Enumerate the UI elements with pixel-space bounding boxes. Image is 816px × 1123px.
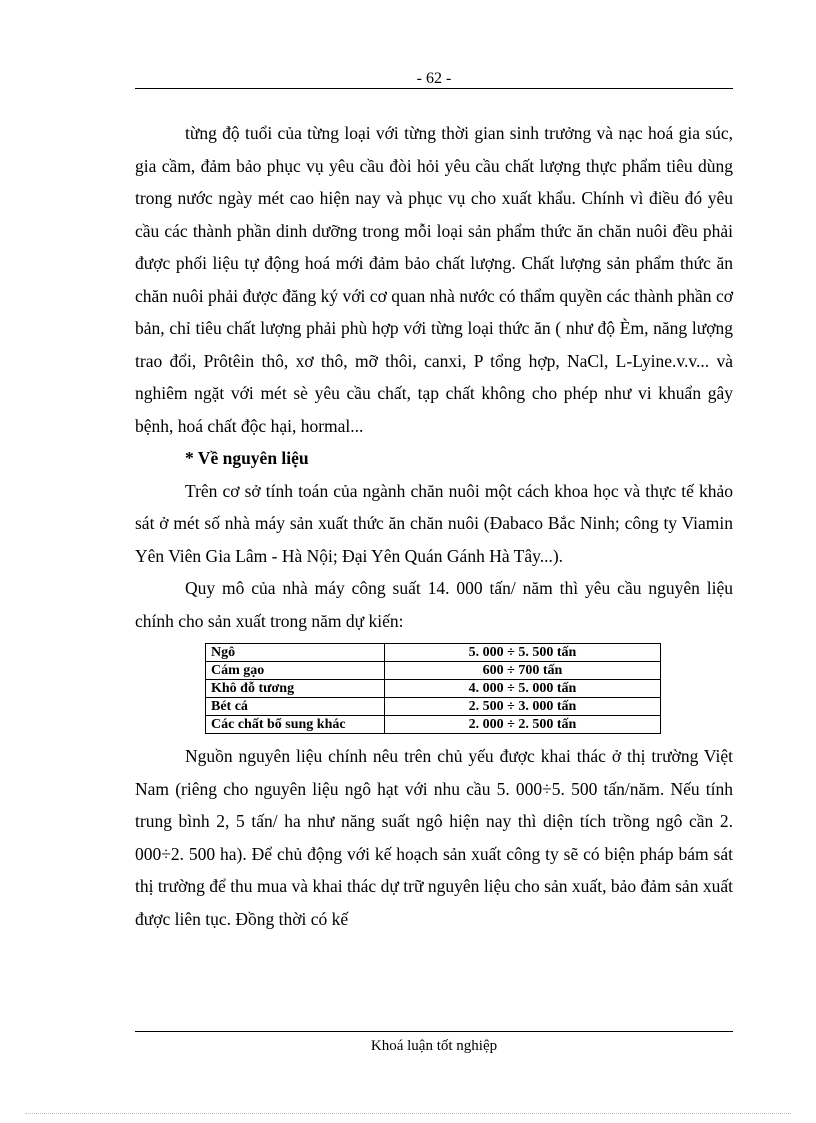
header-divider — [135, 88, 733, 89]
paragraph-4: Nguồn nguyên liệu chính nêu trên chủ yếu được khai thác ở thị trường Việt Nam (riêng cho nguyên liệu ngô hạt với nhu cầu 5. 000÷5. 500 tấn/năm. Nếu tính trung bình 2, 5 tấn/ ha như năng suất ngô hiện nay thì diện tích trồng ngô cần 2. 000÷2. 500 ha). Để chủ động với kế hoạch sản xuất công ty sẽ có biện pháp bám sát thị trường để thu mua và khai thác dự trữ nguyên liệu cho sản xuất, bảo đảm sản xuất được liên tục. Đồng thời có kế — [135, 746, 733, 929]
paragraph-1: từng độ tuổi của từng loại với từng thời gian sinh trưởng và nạc hoá gia súc, gia cầm, đảm bảo phục vụ yêu cầu đòi hỏi yêu cầu chất lượng thực phẩm tiêu dùng trong nước ngày mét cao hiện nay và phục vụ cho xuất khẩu. Chính vì điều đó yêu cầu các thành phần dinh dưỡng trong mỗi loại sản phẩm thức ăn chăn nuôi đều phải được phối liệu tự động hoá mới đảm bảo chất lượng. Chất lượng sản phẩm thức ăn chăn nuôi phải được đăng ký với cơ quan nhà nước có thẩm quyền các thành phần cơ bản, chỉ tiêu chất lượng phải phù hợp với từng loại thức ăn ( như độ Èm, năng lượng trao đổi, Prôtêin thô, xơ thô, mỡ thôi, canxi, P tổng hợp, NaCl, L-Lyine.v.v... và nghiêm ngặt với mét sè yêu cầu chất, tạp chất không cho phép như vi khuẩn gây bệnh, hoá chất độc hại, hormal... — [135, 123, 733, 436]
material-name: Các chất bổ sung khác — [206, 716, 385, 734]
materials-table — [205, 643, 661, 734]
material-name: Bét cá — [206, 698, 385, 716]
material-quantity: 5. 000 ÷ 5. 500 tấn — [385, 644, 661, 662]
page-bottom-edge — [25, 1113, 791, 1114]
table-row — [206, 644, 661, 662]
material-quantity: 2. 500 ÷ 3. 000 tấn — [385, 698, 661, 716]
material-quantity: 600 ÷ 700 tấn — [385, 662, 661, 680]
material-name: Ngô — [206, 644, 385, 662]
section-heading: * Về nguyên liệu — [185, 448, 309, 468]
paragraph-2: Trên cơ sở tính toán của ngành chăn nuôi một cách khoa học và thực tế khảo sát ở mét số nhà máy sản xuất thức ăn chăn nuôi (Đabaco Bắc Ninh; công ty Viamin Yên Viên Gia Lâm - Hà Nội; Đại Yên Quán Gánh Hà Tây...). — [135, 480, 733, 566]
table-row — [206, 698, 661, 716]
material-quantity: 4. 000 ÷ 5. 000 tấn — [385, 680, 661, 698]
footer-divider — [135, 1031, 733, 1032]
table-row — [206, 662, 661, 680]
document-body — [135, 117, 733, 935]
material-name: Khô đỗ tương — [206, 680, 385, 698]
material-name: Cám gạo — [206, 662, 385, 680]
table-row — [206, 716, 661, 734]
material-quantity: 2. 000 ÷ 2. 500 tấn — [385, 716, 661, 734]
page-number: - 62 - — [416, 70, 452, 87]
table-row — [206, 680, 661, 698]
paragraph-3: Quy mô của nhà máy công suất 14. 000 tấn/ năm thì yêu cầu nguyên liệu chính cho sản xuất trong năm dự kiến: — [135, 578, 733, 631]
footer-title: Khoá luận tốt nghiệp — [370, 1038, 498, 1054]
